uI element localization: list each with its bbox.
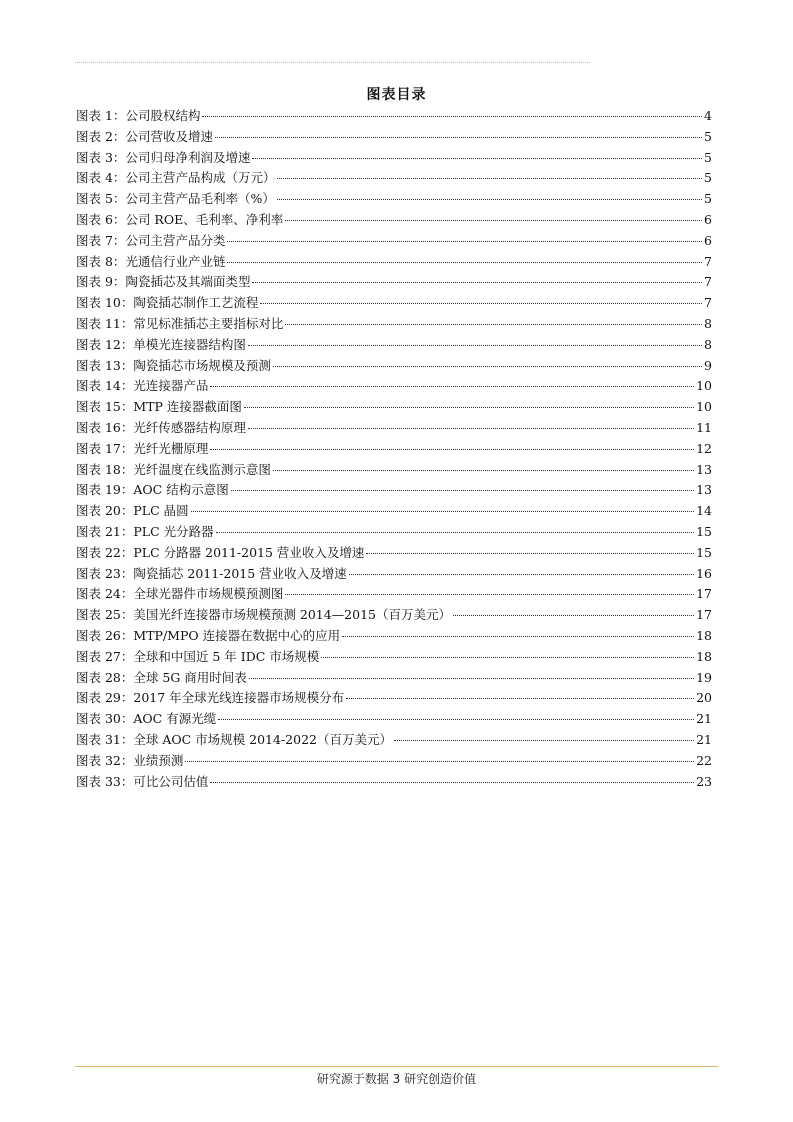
toc-entry-label: 图表 13： (76, 357, 134, 373)
toc-dot-leader (210, 782, 694, 783)
toc-entry-title: 单模光连接器结构图 (133, 336, 246, 352)
toc-dot-leader (285, 324, 702, 325)
toc-entry-page: 9 (704, 357, 712, 373)
toc-entry-title: 公司归母净利润及增速 (125, 149, 251, 165)
toc-entry-page: 6 (704, 211, 712, 227)
toc-dot-leader (252, 158, 702, 159)
toc-dot-leader (273, 366, 702, 367)
toc-entry[interactable] (76, 356, 712, 377)
toc-entry-label: 图表 21： (76, 523, 134, 539)
toc-entry-label: 图表 18： (76, 461, 134, 477)
toc-heading: 图表目录 (366, 87, 427, 103)
toc-entry-label: 图表 23： (76, 565, 134, 581)
toc-entry-page: 8 (704, 336, 712, 352)
toc-entry-label: 图表 9： (76, 274, 126, 290)
toc-dot-leader (346, 698, 694, 699)
toc-dot-leader (227, 262, 702, 263)
toc-entry-page: 17 (696, 607, 712, 623)
toc-entry-page: 22 (696, 752, 712, 768)
toc-entry-title: PLC 光分路器 (133, 523, 214, 539)
toc-entry[interactable] (76, 584, 712, 605)
toc-entry-title: 公司主营产品构成（万元） (125, 170, 276, 186)
toc-entry-label: 图表 15： (76, 399, 134, 415)
toc-entry-title: 公司主营产品毛利率（%） (125, 191, 275, 207)
toc-entry-page: 20 (696, 690, 712, 706)
toc-dot-leader (342, 636, 694, 637)
toc-entry-page: 15 (696, 523, 712, 539)
toc-entry-page: 14 (696, 503, 712, 519)
toc-entry-page: 15 (696, 544, 712, 560)
toc-dot-leader (285, 594, 694, 595)
toc-list (76, 106, 712, 792)
toc-dot-leader (244, 407, 694, 408)
toc-entry-label: 图表 26： (76, 627, 134, 643)
toc-dot-leader (277, 199, 702, 200)
toc-dot-leader (210, 449, 694, 450)
toc-entry-label: 图表 16： (76, 419, 134, 435)
footer-divider (75, 1066, 718, 1067)
toc-entry-title: 全球光器件市场规模预测图 (133, 586, 284, 602)
toc-entry[interactable] (76, 189, 712, 210)
toc-dot-leader (277, 178, 702, 179)
toc-entry[interactable] (76, 293, 712, 314)
toc-entry[interactable] (76, 376, 712, 397)
toc-entry-label: 图表 29： (76, 690, 134, 706)
toc-entry[interactable] (76, 543, 712, 564)
toc-entry-page: 5 (704, 191, 712, 207)
toc-entry[interactable] (76, 564, 712, 585)
toc-entry-label: 图表 3： (76, 149, 126, 165)
toc-entry-title: 2017 年全球光线连接器市场规模分布 (133, 690, 345, 706)
toc-entry-title: 光连接器产品 (133, 378, 209, 394)
toc-entry[interactable] (76, 127, 712, 148)
toc-entry-title: 全球和中国近 5 年 IDC 市场规模 (133, 648, 320, 664)
toc-entry[interactable] (76, 605, 712, 626)
footer-text: 研究源于数据 3 研究创造价值 (316, 1072, 477, 1086)
toc-entry[interactable] (76, 772, 712, 793)
toc-dot-leader (260, 303, 702, 304)
toc-entry-title: PLC 晶圆 (133, 503, 189, 519)
toc-entry-page: 13 (696, 482, 712, 498)
toc-entry[interactable] (76, 418, 712, 439)
toc-entry-page: 13 (696, 461, 712, 477)
toc-entry-label: 图表 25： (76, 607, 134, 623)
toc-entry-label: 图表 24： (76, 586, 134, 602)
toc-entry-page: 5 (704, 149, 712, 165)
toc-entry-title: 光通信行业产业链 (125, 253, 226, 269)
toc-dot-leader (202, 116, 702, 117)
toc-dot-leader (191, 511, 694, 512)
toc-entry-page: 5 (704, 170, 712, 186)
toc-entry-title: 光纤传感器结构原理 (133, 419, 246, 435)
toc-entry-title: 陶瓷插芯及其端面类型 (125, 274, 251, 290)
toc-entry-title: 常见标准插芯主要指标对比 (133, 315, 284, 331)
toc-entry[interactable] (76, 272, 712, 293)
toc-entry-title: 陶瓷插芯市场规模及预测 (133, 357, 271, 373)
toc-entry-page: 18 (696, 627, 712, 643)
toc-entry-label: 图表 5： (76, 191, 126, 207)
toc-entry-label: 图表 22： (76, 544, 134, 560)
toc-entry-page: 10 (696, 378, 712, 394)
toc-entry-label: 图表 12： (76, 336, 134, 352)
toc-entry-title: 全球 AOC 市场规模 2014-2022（百万美元） (133, 731, 392, 747)
toc-entry-label: 图表 8： (76, 253, 126, 269)
toc-entry[interactable] (76, 730, 712, 751)
toc-entry[interactable] (76, 751, 712, 772)
toc-entry-page: 21 (696, 711, 712, 727)
toc-entry-label: 图表 4： (76, 170, 126, 186)
toc-entry-title: 公司主营产品分类 (125, 232, 226, 248)
toc-entry-label: 图表 27： (76, 648, 134, 664)
toc-entry-title: 可比公司估值 (133, 773, 209, 789)
toc-entry-page: 19 (696, 669, 712, 685)
toc-entry[interactable] (76, 668, 712, 689)
toc-entry-page: 5 (704, 128, 712, 144)
toc-entry-label: 图表 31： (76, 731, 134, 747)
toc-entry-label: 图表 20： (76, 503, 134, 519)
toc-entry-label: 图表 19： (76, 482, 134, 498)
toc-dot-leader (248, 345, 702, 346)
toc-entry[interactable] (76, 168, 712, 189)
toc-entry[interactable] (76, 252, 712, 273)
toc-entry[interactable] (76, 397, 712, 418)
toc-entry-title: 公司 ROE、毛利率、净利率 (125, 211, 284, 227)
toc-entry-title: PLC 分路器 2011-2015 营业收入及增速 (133, 544, 365, 560)
toc-entry-page: 7 (704, 253, 712, 269)
toc-entry[interactable] (76, 688, 712, 709)
toc-dot-leader (227, 241, 702, 242)
toc-entry-title: 光纤温度在线监测示意图 (133, 461, 271, 477)
toc-dot-leader (216, 532, 694, 533)
toc-entry[interactable] (76, 501, 712, 522)
toc-entry-title: 美国光纤连接器市场规模预测 2014—2015（百万美元） (133, 607, 451, 623)
toc-entry-page: 4 (704, 108, 712, 123)
toc-dot-leader (218, 719, 694, 720)
toc-entry-label: 图表 28： (76, 669, 134, 685)
toc-entry[interactable] (76, 647, 712, 668)
toc-entry-page: 7 (704, 295, 712, 311)
toc-entry[interactable] (76, 439, 712, 460)
toc-dot-leader (231, 490, 694, 491)
toc-entry-page: 8 (704, 315, 712, 331)
toc-entry-label: 图表 7： (76, 232, 126, 248)
toc-entry-page: 6 (704, 232, 712, 248)
toc-dot-leader (394, 740, 694, 741)
toc-entry-label: 图表 32： (76, 752, 134, 768)
toc-dot-leader (366, 553, 694, 554)
toc-entry-title: MTP/MPO 连接器在数据中心的应用 (133, 627, 341, 643)
toc-entry-title: 陶瓷插芯制作工艺流程 (133, 295, 259, 311)
toc-entry-page: 12 (696, 440, 712, 456)
toc-entry-title: 陶瓷插芯 2011-2015 营业收入及增速 (133, 565, 347, 581)
toc-entry-page: 18 (696, 648, 712, 664)
toc-dot-leader (215, 137, 702, 138)
toc-entry-label: 图表 2： (76, 128, 126, 144)
toc-entry-page: 16 (696, 565, 712, 581)
toc-entry-page: 21 (696, 731, 712, 747)
toc-entry-title: AOC 有源光缆 (133, 711, 217, 727)
toc-entry[interactable] (76, 709, 712, 730)
toc-dot-leader (349, 574, 694, 575)
toc-entry-label: 图表 11： (76, 315, 134, 331)
toc-entry-label: 图表 33： (76, 773, 134, 789)
toc-entry-title: 公司股权结构 (125, 108, 201, 123)
toc-entry-title: 公司营收及增速 (125, 128, 213, 144)
toc-entry[interactable] (76, 626, 712, 647)
toc-dot-leader (273, 470, 694, 471)
toc-entry-label: 图表 30： (76, 711, 134, 727)
toc-entry-page: 23 (696, 773, 712, 789)
toc-entry-title: 业绩预测 (133, 752, 184, 768)
toc-entry-label: 图表 17： (76, 440, 134, 456)
toc-entry-title: 光纤光栅原理 (133, 440, 209, 456)
toc-entry-label: 图表 14： (76, 378, 134, 394)
toc-entry-page: 10 (696, 399, 712, 415)
toc-entry[interactable] (76, 231, 712, 252)
toc-entry[interactable] (76, 335, 712, 356)
toc-entry-title: AOC 结构示意图 (133, 482, 229, 498)
toc-entry[interactable] (76, 522, 712, 543)
toc-dot-leader (248, 428, 694, 429)
toc-entry[interactable] (76, 210, 712, 231)
toc-dot-leader (249, 678, 694, 679)
toc-entry-label: 图表 6： (76, 211, 126, 227)
toc-entry-title: 全球 5G 商用时间表 (133, 669, 247, 685)
toc-entry[interactable] (76, 314, 712, 335)
toc-entry-title: MTP 连接器截面图 (133, 399, 242, 415)
toc-entry-label: 图表 10： (76, 295, 134, 311)
toc-entry-page: 7 (704, 274, 712, 290)
toc-entry[interactable] (76, 148, 712, 169)
toc-entry[interactable] (76, 480, 712, 501)
toc-entry-page: 17 (696, 586, 712, 602)
toc-entry[interactable] (76, 460, 712, 481)
toc-dot-leader (210, 386, 694, 387)
toc-entry-page: 11 (696, 419, 712, 435)
toc-entry[interactable] (76, 106, 712, 127)
toc-entry-label: 图表 1： (76, 108, 126, 123)
header-divider (75, 62, 590, 63)
toc-dot-leader (453, 615, 694, 616)
toc-dot-leader (252, 282, 702, 283)
toc-dot-leader (285, 220, 702, 221)
toc-dot-leader (185, 761, 694, 762)
toc-dot-leader (321, 657, 694, 658)
